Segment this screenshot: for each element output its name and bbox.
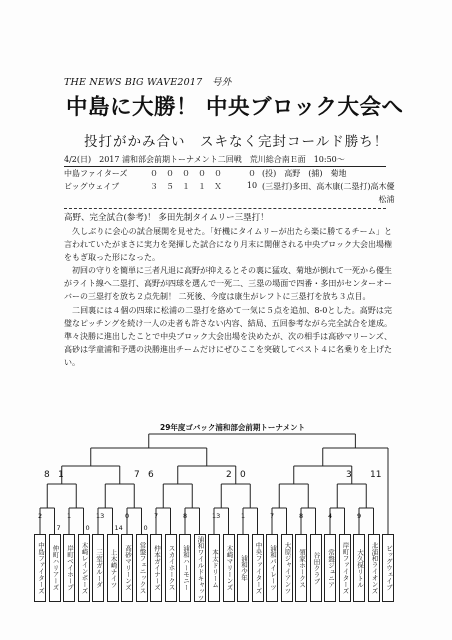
team-entry: 木崎マリーンズ: [223, 534, 235, 602]
masthead: THE NEWS BIG WAVE2017 号外: [64, 77, 232, 88]
player-note-continued: 松浦: [378, 195, 395, 204]
bracket-score: 7: [56, 524, 61, 532]
bracket-score: 8: [299, 512, 304, 520]
bracket-score: 6: [148, 470, 154, 480]
bracket-score: 2: [226, 470, 232, 480]
player-note: (三塁打)多田、高木康(二塁打)高木優: [262, 182, 395, 191]
bracket-score: 13: [212, 512, 221, 520]
team-entry: 上木崎ナイツ: [107, 534, 119, 602]
game-info: 4/2(日) 2017 浦和部会前期トーナメント二回戦 荒川総合南Ｅ面 10:50～: [64, 155, 345, 164]
team-entry: 三室ガルーダ: [92, 534, 104, 602]
section-headline: 高野、完全試合(参考)！ 多田先制タイムリー三塁打！: [64, 213, 269, 223]
bracket-score: 1: [58, 470, 64, 480]
team-entry: 大久保リトル: [353, 534, 365, 602]
bracket-score: 11: [370, 470, 382, 480]
bracket-score: 3: [346, 470, 352, 480]
team-entry: ビッグウェイブ: [382, 534, 394, 602]
paragraph: 久しぶりに会心の試合展開を見せた。「好機にタイムリーが出たら楽に勝てるチーム」と言われていたがまさに実力を発揮した試合になり月末に開催される中央ブロック大会出場権をもぎ取った形になった。: [64, 227, 392, 263]
team-entry: 北浦和ライオンズ: [368, 534, 380, 602]
bracket-score: 4: [328, 512, 333, 520]
bracket-score: 13: [96, 512, 105, 520]
paragraph: 初回の守りを簡単に三者凡退に高野が抑えるとその裏に猛攻、菊地が倒れて一死から優生がライト線へ二塁打、高野が四球を選んで一死二、三塁の場面で四番・多田がセンターオーバーの三塁打を放ち２点先制！ 二死後、今度は康生がレフトに三塁打を放ち３点目。: [64, 266, 392, 302]
bracket-score: 2: [38, 512, 43, 520]
total-score: 10: [246, 181, 258, 190]
team-entry: 大原ジャイアンツ: [281, 534, 293, 602]
team-name: 中島ファイターズ: [64, 169, 128, 178]
bracket-score: 0: [143, 524, 148, 532]
bracket-score: 1: [67, 512, 72, 520]
team-entry: 中央ファイターズ: [252, 534, 264, 602]
bracket-score: 8: [44, 470, 50, 480]
team-entry: 谷田クラブ: [310, 534, 322, 602]
team-entry: 中島ファイターズ: [34, 534, 46, 602]
subheadline: 投打がかみ合い スキなく完封コールド勝ち！: [84, 134, 389, 150]
team-entry: 高砂マリーンズ: [121, 534, 133, 602]
inning-scores: ０ ０ ０ ０ ０: [150, 169, 222, 178]
bracket-score: 0: [240, 470, 246, 480]
team-entry: 本太ドリーム: [208, 534, 220, 602]
team-entry: 仲本ガイナーズ: [150, 534, 162, 602]
team-entry: 木崎レインボーズ: [78, 534, 90, 602]
player-note: (投) 高野 (捕) 菊地: [262, 169, 347, 178]
bracket-score: 7: [134, 470, 140, 480]
inning-scores: ３ ５ １ １ Ｘ: [150, 182, 222, 191]
team-name: ビッグウェイブ: [64, 182, 120, 191]
team-entry: 浦和ワイルドキャッツ: [194, 534, 206, 602]
team-entry: 岸町ファイターズ: [339, 534, 351, 602]
bracket-score: 7: [270, 512, 275, 520]
bracket-score: 0: [125, 512, 130, 520]
bracket-score: 1: [241, 512, 246, 520]
team-entry: 領家ホークス: [295, 534, 307, 602]
team-entry: 浦和ハーモニー: [179, 534, 191, 602]
headline: 中島に大勝！ 中央ブロック大会へ: [66, 95, 404, 120]
team-entry: 岸町ベイホープ: [63, 534, 75, 602]
team-entry: 仲町ハリアーズ: [49, 534, 61, 602]
bracket-title: 29年度ゴバック浦和部会前期トーナメント: [160, 423, 306, 432]
paragraph: 二回裏には４個の四球に松浦の二塁打を絡めて一気に５点を追加、8-0とした。高野は完璧なピッチングを続け一人の走者も許さない内容、結局、五回参考ながら完全試合を達成。準々決勝に進出したことで中央ブロック大会出場を決めたが、次の相手は高砂マリーンズ、高砂は学童浦和予選の決勝進出チームだけにぜひここを突破してベスト４に名乗りを上げたい。: [64, 305, 392, 367]
team-entry: スカイホークス: [165, 534, 177, 602]
bracket-score: 8: [183, 512, 188, 520]
team-entry: 常盤フェニックス: [136, 534, 148, 602]
bracket-score: 14: [114, 524, 123, 532]
team-entry: 常盤ジュニア: [324, 534, 336, 602]
total-score: ０: [248, 169, 256, 178]
team-entry: 浦和パイレーツ: [266, 534, 278, 602]
team-entry: 浦和少年: [237, 534, 249, 602]
bracket-score: 7: [154, 512, 159, 520]
bracket-score: 0: [85, 524, 90, 532]
bracket-score: 9: [357, 512, 362, 520]
